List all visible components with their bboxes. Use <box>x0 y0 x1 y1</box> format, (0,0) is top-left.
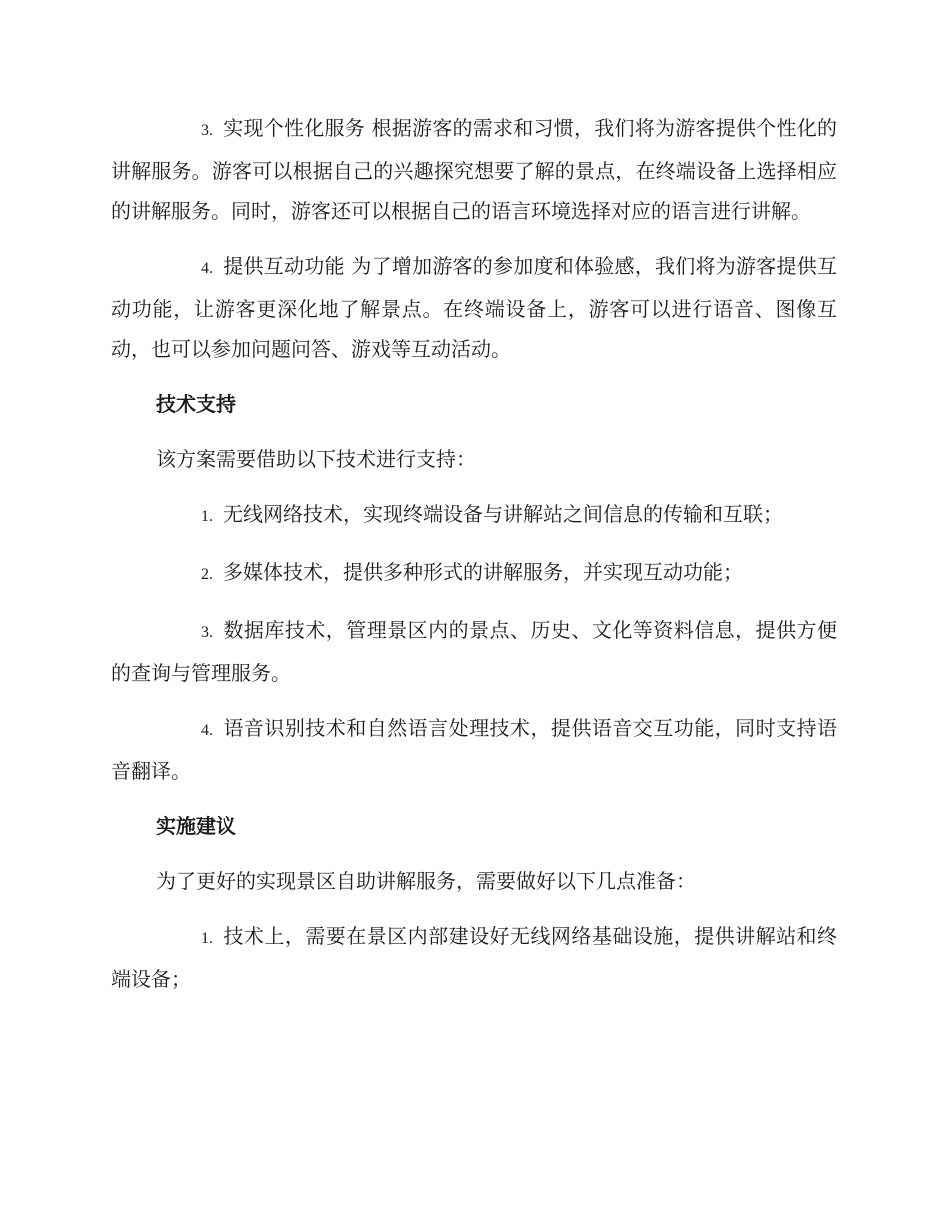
list-item-text: 技术上，需要在景区内部建设好无线网络基础设施，提供讲解站和终端设备； <box>111 924 837 991</box>
section-heading-implementation: 实施建议 <box>156 814 236 838</box>
list-item <box>111 708 837 791</box>
list-number: 4. <box>201 260 213 277</box>
list-item-text: 实现个性化服务 根据游客的需求和习惯，我们将为游客提供个性化的讲解服务。游客可以根据自己的兴趣探究想要了解的景点，在终端设备上选择相应的讲解服务。同时，游客还可以根据自己的语言环境选择对应的语言进行讲解。 <box>111 116 837 223</box>
list-item <box>111 610 837 693</box>
list-item <box>111 552 837 595</box>
list-number: 3. <box>201 122 213 139</box>
list-number: 4. <box>201 722 213 739</box>
list-number: 2. <box>201 566 213 583</box>
list-item <box>111 246 837 369</box>
section-intro: 为了更好的实现景区自助讲解服务，需要做好以下几点准备： <box>156 869 696 893</box>
section-heading-tech-support: 技术支持 <box>156 392 236 416</box>
list-item-text: 语音识别技术和自然语言处理技术，提供语音交互功能，同时支持语音翻译。 <box>111 716 837 783</box>
list-item-text: 提供互动功能 为了增加游客的参加度和体验感，我们将为游客提供互动功能，让游客更深化地了解景点。在终端设备上，游客可以进行语音、图像互动，也可以参加问题问答、游戏等互动活动。 <box>111 254 837 361</box>
list-item-text: 多媒体技术，提供多种形式的讲解服务，并实现互动功能； <box>223 560 743 584</box>
list-item <box>111 494 837 537</box>
list-item <box>111 916 837 999</box>
list-number: 1. <box>201 930 213 947</box>
list-item <box>111 108 837 231</box>
list-number: 3. <box>201 624 213 641</box>
document-body <box>111 108 837 1014</box>
list-item-text: 数据库技术，管理景区内的景点、历史、文化等资料信息，提供方便的查询与管理服务。 <box>111 618 837 685</box>
section-intro: 该方案需要借助以下技术进行支持： <box>156 447 476 471</box>
list-item-text: 无线网络技术，实现终端设备与讲解站之间信息的传输和互联； <box>223 502 783 526</box>
list-number: 1. <box>201 508 213 525</box>
